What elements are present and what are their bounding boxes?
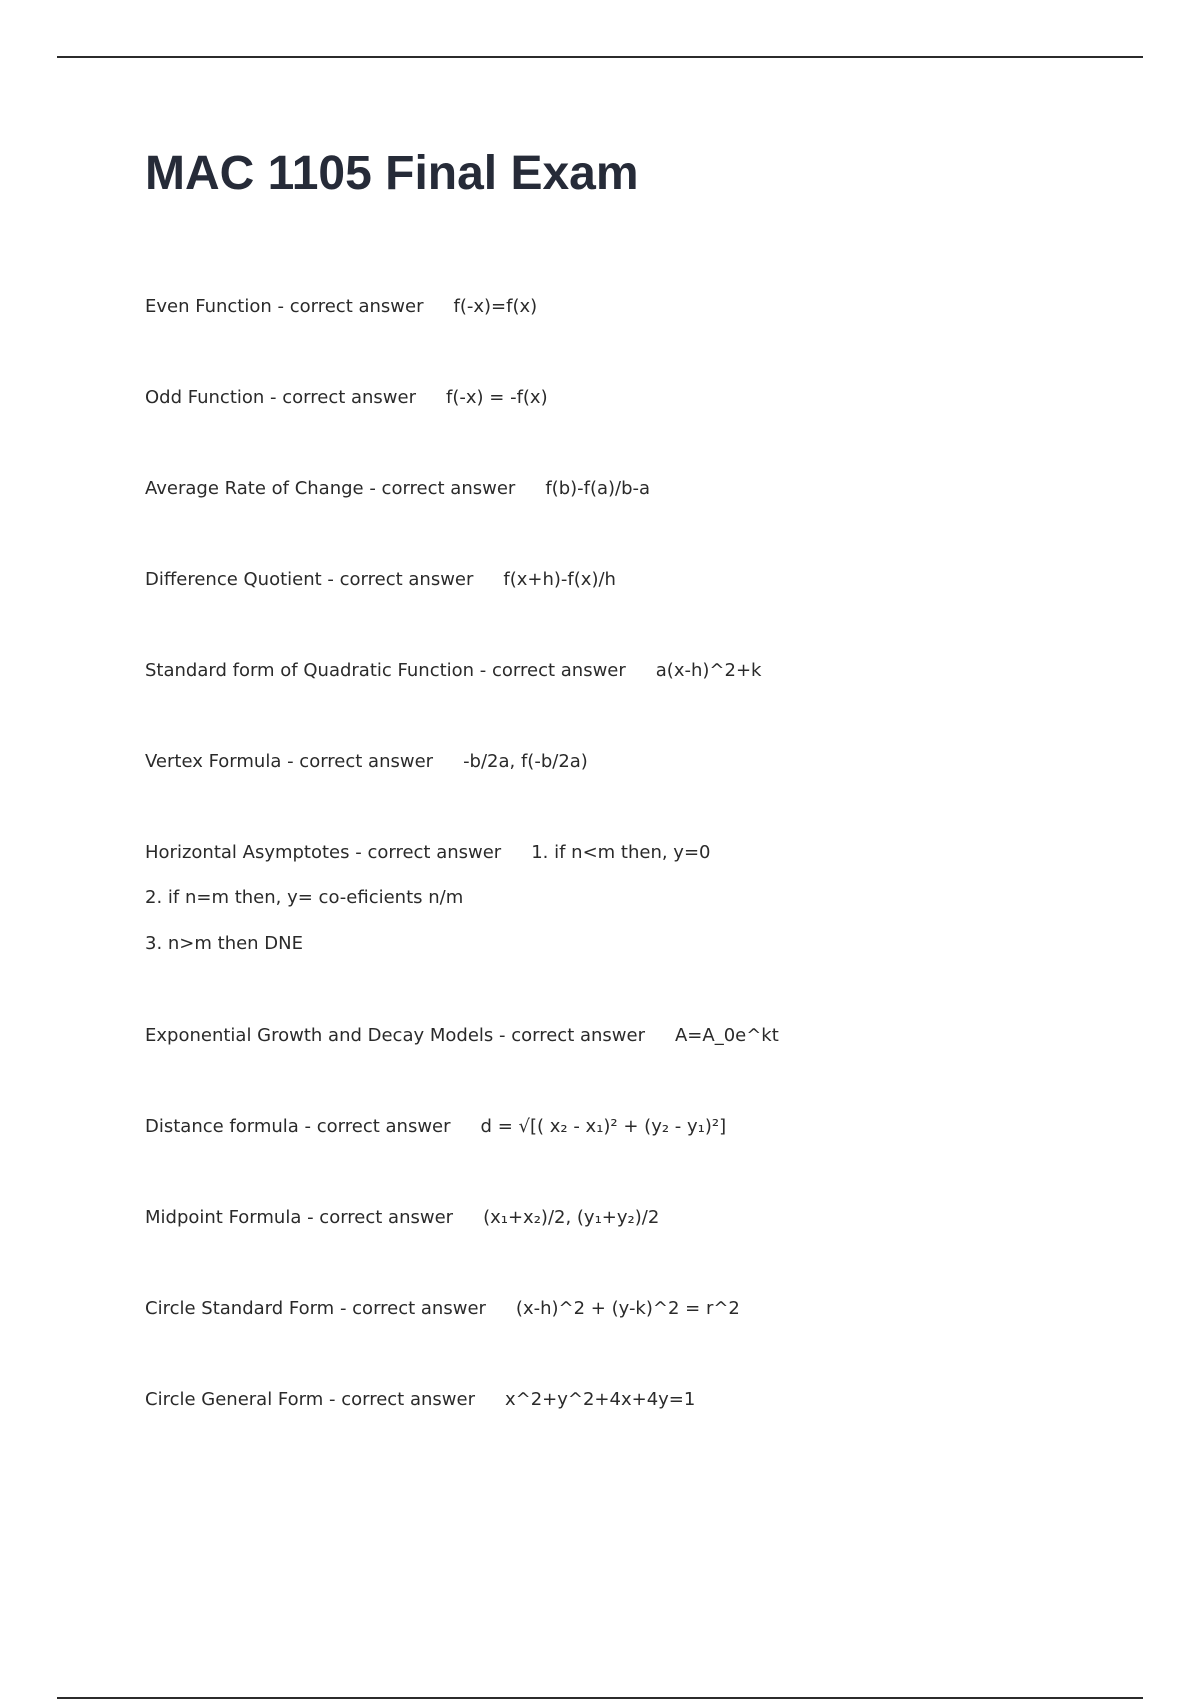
list-item [145, 1014, 1105, 1058]
entry-answer: (x₁+x₂)/2, (y₁+y₂)/2 [483, 1207, 660, 1228]
entry-answer: d = √[( x₂ - x₁)² + (y₂ - y₁)²] [480, 1116, 727, 1137]
list-item [145, 558, 1105, 602]
list-item [145, 376, 1105, 420]
document-title: MAC 1105 Final Exam [145, 147, 639, 200]
entry-answer: 1. if n<m then, y=0 [531, 842, 711, 863]
entry-answer-line: 2. if n=m then, y= co-eficients n/m [145, 887, 464, 908]
entry-answer: x^2+y^2+4x+4y=1 [504, 1389, 696, 1410]
entry-answer: A=A_0e^kt [674, 1025, 779, 1046]
entry-answer: (x-h)^2 + (y-k)^2 = r^2 [515, 1298, 740, 1319]
entry-term: Standard form of Quadratic Function - correct answer [145, 660, 626, 681]
list-item [145, 740, 1105, 784]
entry-term: Midpoint Formula - correct answer [145, 1207, 454, 1228]
entry-answer: a(x-h)^2+k [655, 660, 762, 681]
entry-answer: -b/2a, f(-b/2a) [463, 751, 588, 772]
entry-term: Vertex Formula - correct answer [145, 751, 434, 772]
flashcard-list [145, 285, 1105, 1469]
entry-term: Distance formula - correct answer [145, 1116, 451, 1137]
top-rule [57, 56, 1143, 58]
entry-term: Horizontal Asymptotes - correct answer [145, 842, 502, 863]
entry-term: Exponential Growth and Decay Models - correct answer [145, 1025, 645, 1046]
entry-answer: f(x+h)-f(x)/h [503, 569, 616, 590]
list-item [145, 649, 1105, 693]
list-item [145, 1105, 1105, 1149]
entry-term: Difference Quotient - correct answer [145, 569, 474, 590]
list-item [145, 831, 1105, 967]
entry-answer: f(b)-f(a)/b-a [545, 478, 651, 499]
entry-term: Odd Function - correct answer [145, 387, 417, 408]
entry-answer: f(-x) = -f(x) [446, 387, 548, 408]
bottom-rule [57, 1697, 1143, 1699]
entry-answer: f(-x)=f(x) [453, 296, 538, 317]
list-item [145, 1287, 1105, 1331]
list-item [145, 467, 1105, 511]
entry-term: Even Function - correct answer [145, 296, 424, 317]
list-item [145, 285, 1105, 329]
entry-term: Circle General Form - correct answer [145, 1389, 475, 1410]
list-item [145, 1196, 1105, 1240]
entry-term: Circle Standard Form - correct answer [145, 1298, 486, 1319]
entry-term: Average Rate of Change - correct answer [145, 478, 516, 499]
list-item [145, 1378, 1105, 1422]
entry-answer-line: 3. n>m then DNE [145, 933, 304, 954]
